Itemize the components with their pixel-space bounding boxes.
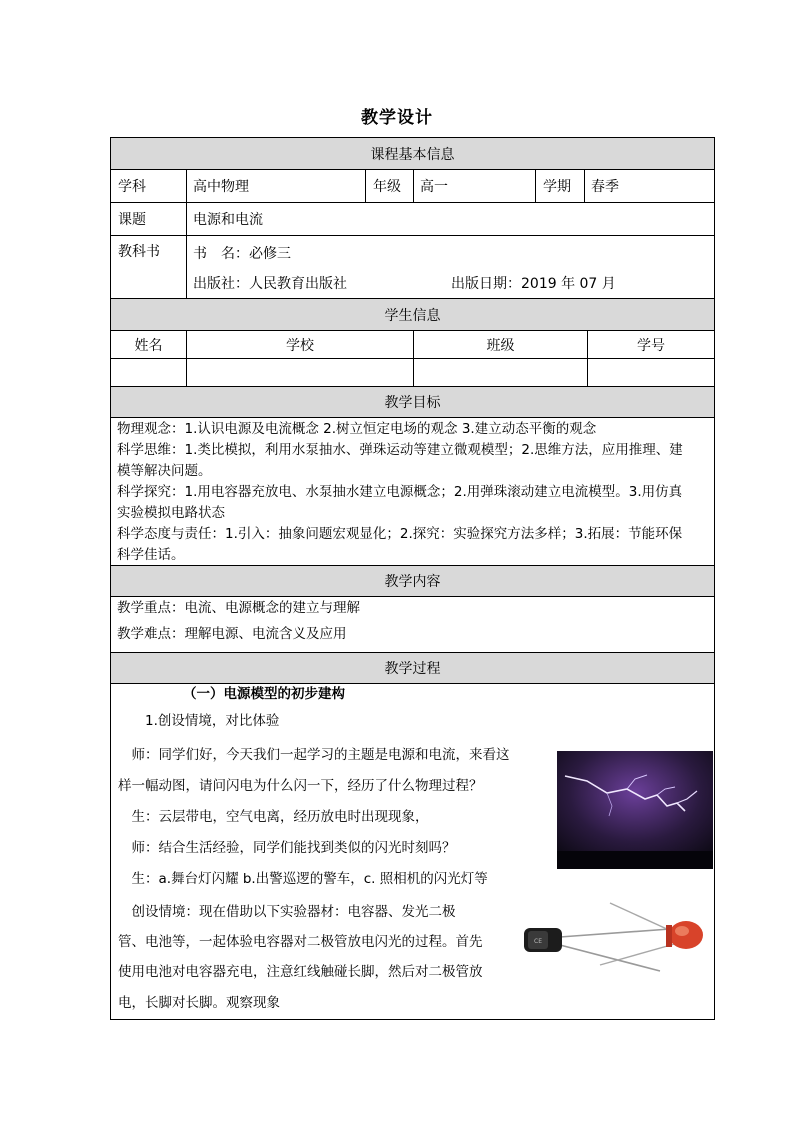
student-id-header: 学号 — [637, 338, 665, 354]
grade-value: 高一 — [420, 179, 448, 195]
process-paragraph-line: 师：同学们好，今天我们一起学习的主题是电源和电流，来看这 — [118, 747, 510, 763]
key-point: 教学重点：电流、电源概念的建立与理解 — [117, 600, 360, 616]
objective-line: 科学佳话。 — [117, 547, 185, 563]
term-value: 春季 — [591, 179, 619, 195]
objective-line: 科学态度与责任：1.引入：抽象问题宏观显化；2.探究：实验探究方法多样；3.拓展：节能环保 — [117, 526, 683, 542]
textbook-label: 教科书 — [118, 244, 160, 260]
subject-value: 高中物理 — [193, 179, 249, 195]
section-objectives: 教学目标 — [111, 387, 714, 417]
process-paragraph-line: 创设情境：现在借助以下实验器材：电容器、发光二极 — [118, 904, 456, 920]
publisher: 出版社：人民教育出版社 — [193, 276, 347, 292]
topic-label: 课题 — [118, 212, 146, 228]
svg-text:CE: CE — [534, 938, 542, 945]
process-paragraph-line: 生：云层带电，空气电离，经历放电时出现现象， — [118, 809, 429, 825]
term-label: 学期 — [543, 179, 571, 195]
process-paragraph-line: 使用电池对电容器充电，注意红线触碰长脚，然后对二极管放 — [118, 964, 483, 980]
section-content: 教学内容 — [111, 566, 714, 596]
objective-line: 实验模拟电路状态 — [117, 505, 225, 521]
lightning-photo — [557, 751, 713, 869]
student-name-header: 姓名 — [134, 338, 163, 354]
book-name: 书 名：必修三 — [193, 246, 291, 262]
publish-date: 出版日期：2019 年 07 月 — [451, 276, 616, 292]
topic-value: 电源和电流 — [193, 212, 263, 228]
grade-label: 年级 — [373, 179, 401, 195]
difficulty-point: 教学难点：理解电源、电流含义及应用 — [117, 626, 347, 642]
section-course-info: 课程基本信息 — [111, 138, 714, 169]
process-step: 1.创设情境，对比体验 — [145, 713, 280, 729]
process-paragraph-line: 管、电池等，一起体验电容器对二极管放电闪光的过程。首先 — [118, 934, 483, 950]
process-paragraph-line: 生：a.舞台灯闪耀 b.出警巡逻的警车，c. 照相机的闪光灯等 — [118, 871, 488, 887]
process-heading: （一）电源模型的初步建构 — [183, 686, 345, 702]
document-title: 教学设计 — [361, 108, 433, 128]
section-process: 教学过程 — [111, 653, 714, 683]
student-school-header: 学校 — [286, 338, 314, 354]
section-student-info: 学生信息 — [111, 299, 714, 330]
objective-line: 模等解决问题。 — [117, 463, 212, 479]
subject-label: 学科 — [118, 179, 146, 195]
capacitor-led-photo — [520, 895, 714, 980]
objective-line: 科学思维：1.类比模拟，利用水泵抽水、弹珠运动等建立微观模型；2.思维方法，应用推理、建 — [117, 442, 683, 458]
process-paragraph-line: 电，长脚对长脚。观察现象 — [118, 995, 280, 1011]
student-class-header: 班级 — [486, 338, 515, 354]
objective-line: 科学探究：1.用电容器充放电、水泵抽水建立电源概念；2.用弹珠滚动建立电流模型。3.用仿真 — [117, 484, 683, 500]
process-paragraph-line: 样一幅动图，请问闪电为什么闪一下，经历了什么物理过程？ — [118, 778, 483, 794]
objective-line: 物理观念：1.认识电源及电流概念 2.树立恒定电场的观念 3.建立动态平衡的观念 — [117, 421, 597, 437]
process-paragraph-line: 师：结合生活经验，同学们能找到类似的闪光时刻吗？ — [118, 840, 456, 856]
